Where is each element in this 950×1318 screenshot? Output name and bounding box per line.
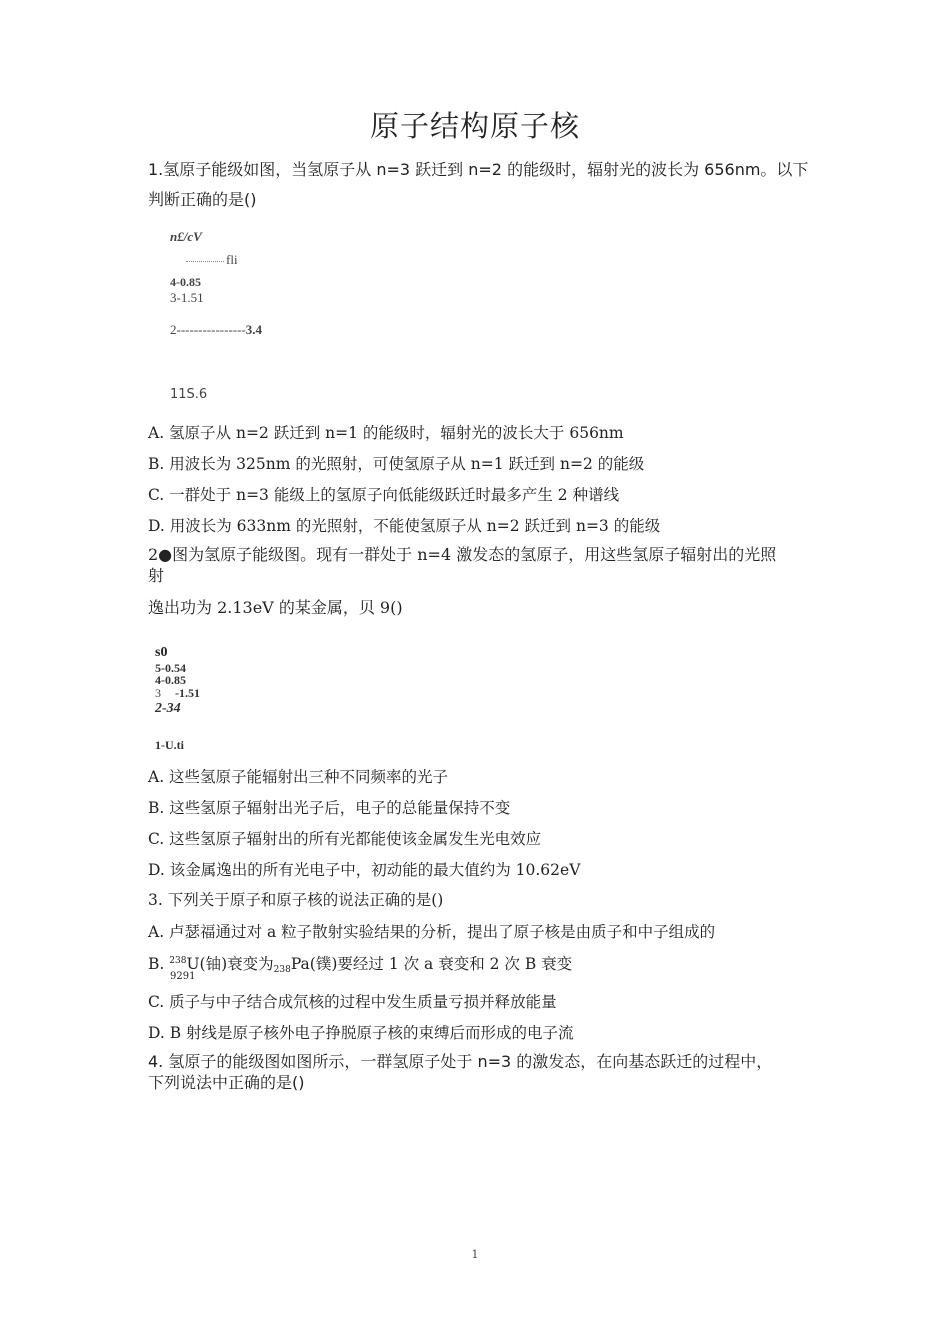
q1-fig-level-4: 4-0.85: [170, 275, 201, 289]
page-number: 1: [471, 1248, 479, 1261]
q1-fig-dotted-line: [186, 261, 224, 262]
q2-fig-level-2: 2-34: [155, 701, 181, 716]
q3-stem: 3. 下列关于原子和原子核的说法正确的是(): [148, 891, 444, 909]
page-title: 原子结构原子核: [369, 109, 580, 143]
q2-option-b: B. 这些氢原子辐射出光子后，电子的总能量保持不变: [148, 799, 511, 817]
q3-option-d: D. B 射线是原子核外电子挣脱原子核的束缚后而形成的电子流: [148, 1024, 574, 1042]
q2-option-c: C. 这些氢原子辐射出的所有光都能使该金属发生光电效应: [148, 830, 542, 848]
q1-fig-level-1: 11S.6: [170, 387, 208, 402]
q2-fig-level-5: 5-0.54: [155, 661, 186, 675]
q1-option-b: B. 用波长为 325nm 的光照射，可使氢原子从 n=1 跃迁到 n=2 的能级: [148, 455, 645, 473]
q2-option-a: A. 这些氢原子能辐射出三种不同频率的光子: [148, 768, 449, 786]
q4-stem-line2: 下列说法中正确的是(): [148, 1073, 305, 1092]
q2-option-d: D. 该金属逸出的所有光电子中，初动能的最大值约为 10.62eV: [148, 861, 581, 879]
q2-fig-level-4: 4-0.85: [155, 673, 186, 687]
q2-stem-line3: 逸出功为 2.13eV 的某金属，贝 9(): [148, 598, 403, 617]
q1-option-d: D. 用波长为 633nm 的光照射，不能使氢原子从 n=2 跃迁到 n=3 的能级: [148, 517, 661, 535]
q3-option-a: A. 卢瑟福通过对 a 粒子散射实验结果的分析，提出了原子核是由质子和中子组成的: [148, 923, 716, 941]
q2-stem-line1: 2●图为氢原子能级图。现有一群处于 n=4 激发态的氢原子，用这些氢原子辐射出的光照: [148, 545, 777, 564]
q4-stem-line1: 4. 氢原子的能级图如图所示，一群氢原子处于 n=3 的激发态，在向基态跃迁的过程中，: [148, 1052, 773, 1071]
q1-fig-level-3: 3-1.51: [170, 290, 204, 305]
q3-option-b-subscripts: 9291: [170, 971, 196, 982]
q3-option-b: B. $^{238}$U(铀)衰变为$_{238}$Pa(镤)要经过 1 次 a 衰变和 2 次 B 衰变: [148, 955, 573, 975]
q1-option-a: A. 氢原子从 n=2 跃迁到 n=1 的能级时，辐射光的波长大于 656nm: [148, 424, 624, 442]
q1-fig-level-2: 2----------------3.4: [170, 322, 263, 337]
q2-stem-line2: 射: [148, 566, 165, 585]
q3-option-c: C. 质子与中子结合成氘核的过程中发生质量亏损并释放能量: [148, 993, 557, 1011]
q2-fig-level-3: 3 -1.51: [155, 686, 200, 700]
q1-stem-line1: 1.氢原子能级如图，当氢原子从 n=3 跃迁到 n=2 的能级时，辐射光的波长为 656nm。以下: [148, 160, 809, 179]
q1-fig-axis-label: n£/cV: [170, 229, 202, 244]
q1-option-c: C. 一群处于 n=3 能级上的氢原子向低能级跃迁时最多产生 2 种谱线: [148, 486, 620, 504]
q1-fig-top-level: fli: [186, 252, 238, 268]
q2-fig-level-1: 1-U.ti: [155, 738, 184, 752]
q2-fig-s0: s0: [155, 645, 168, 660]
q1-stem-line2: 判断正确的是(): [148, 190, 257, 209]
